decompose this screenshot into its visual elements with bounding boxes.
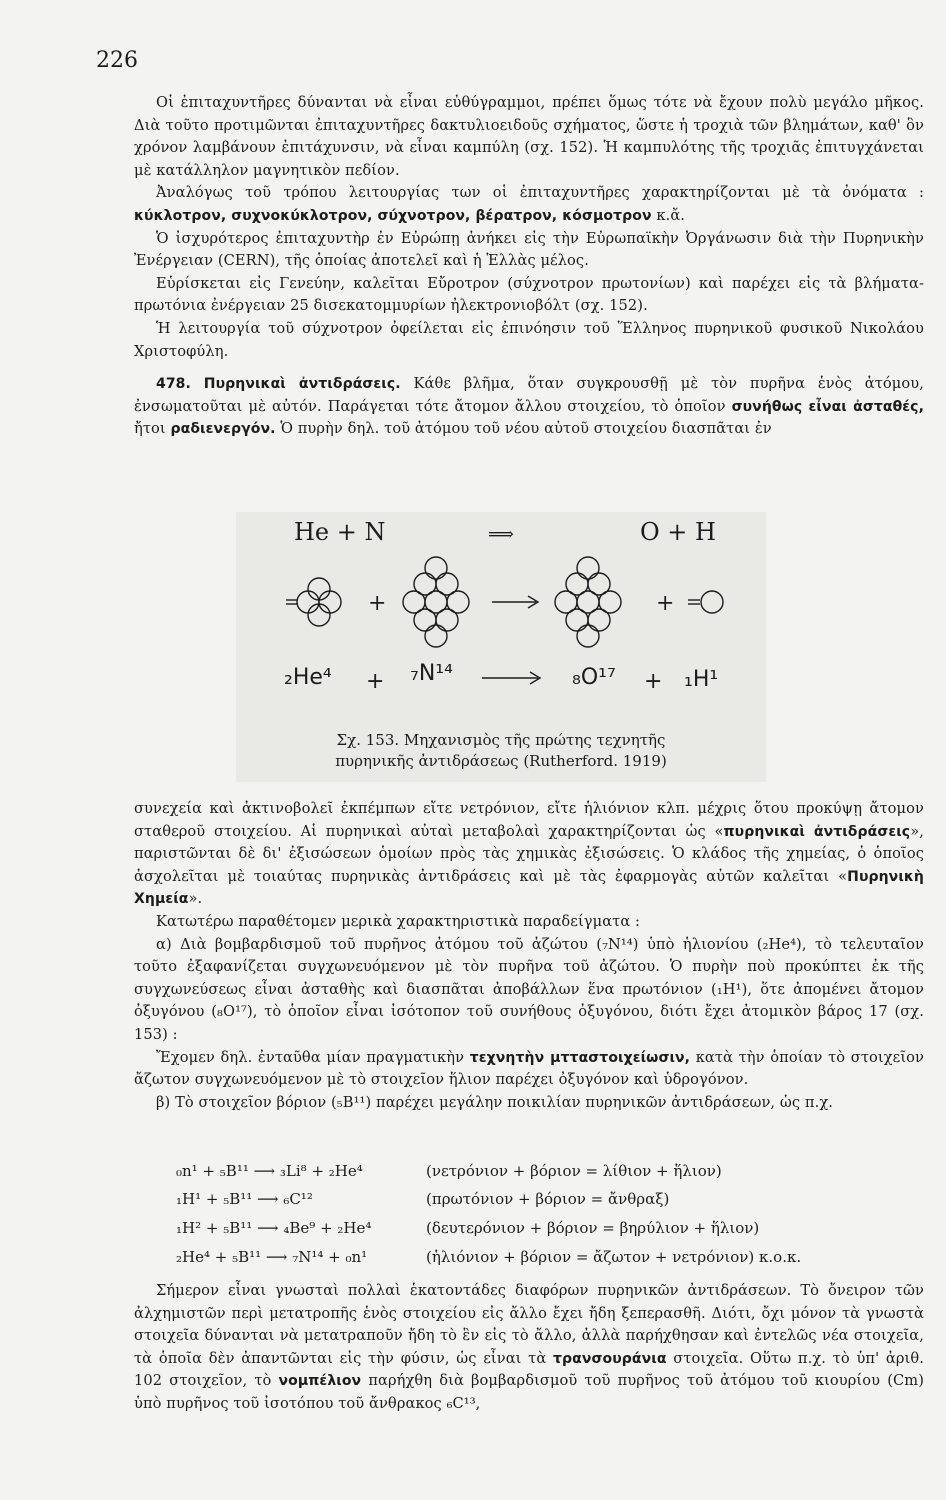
text-block-bottom xyxy=(134,798,924,1114)
names-bold: κύκλοτρον, συχνοκύκλοτρον, σύχνοτρον, βέρατρον, κόσμοτρον xyxy=(134,207,652,224)
example-a: α) Διὰ βομβαρδισμοῦ τοῦ πυρῆνος ἀτόμου τοῦ ἀζώτου (₇N¹⁴) ὑπὸ ἡλιονίου (₂He⁴), τὸ τελευταῖον τοῦτο ἐξαφανίζεται συγχωνευόμενον μὲ τὸν πυρῆνα τοῦ ἀζώτου. Ὁ πυρὴν ποὺ προκύπτει ἐκ τῆς συγχωνεύσεως εἶναι ἀσταθὴς καὶ διασπᾶται ἀποβάλλων ἕνα πρωτόνιον (₁H¹), ὅτε ἀπομένει ἄτομον ὀξυγόνου (₈O¹⁷), τὸ ὁποῖον εἶναι ἰσότοπον τοῦ συνήθους ὀξυγόνου, διότι ἔχει ἀτομικὸν βάρος 17 (σχ. 153) : xyxy=(134,935,924,1043)
transmutation-text-2: κατὰ τὴν ὁποίαν τὸ στοιχεῖον ἄζωτον συγχωνευόμενον μὲ τὸ στοιχεῖον ἥλιον παρέχει ὀξυγόνον καὶ ὑδρογόνον. xyxy=(134,1048,925,1089)
final-text-3: παρήχθη διὰ βομβαρδισμοῦ τοῦ πυρῆνος τοῦ ἀτόμου τοῦ κιουρίου (Cm) ὑπὸ πυρῆνος τοῦ ἰσοτόπου τοῦ ἄνθρακος ₆C¹³, xyxy=(134,1372,925,1412)
equation-rhs: (νετρόνιον + βόριον = λίθιον + ἥλιον) xyxy=(426,1162,722,1180)
caption-line-2: πυρηνικῆς ἀντιδράσεως (Rutherford. 1919) xyxy=(335,752,667,770)
section-text-2: ἤτοι xyxy=(134,420,166,438)
term-transuranic: τρανσουράνια xyxy=(553,1350,667,1367)
section-bold-1: συνήθως εἶναι ἀσταθές, xyxy=(731,398,925,415)
example-b: β) Τὸ στοιχεῖον βόριον (₅B¹¹) παρέχει μεγάλην ποικιλίαν πυρηνικῶν ἀντιδράσεων, ὡς π.χ. xyxy=(156,1093,834,1111)
page-number: 226 xyxy=(96,48,138,73)
nucleus-helium xyxy=(286,578,341,626)
label-helium: ₂He⁴ xyxy=(284,665,332,690)
top-arrow: ⟹ xyxy=(488,524,514,545)
final-text-1: Σήμερον εἶναι γνωσταὶ πολλαὶ ἑκατοντάδες διαφόρων πυρηνικῶν ἀντιδράσεων. Τὸ ὄνειρον τῶν ἀλχημιστῶν περὶ μετατροπῆς ἑνὸς στοιχείου εἰς ἄλλο ἔχει ἤδη ξεπερασθῆ. Διότι, ὄχι μόνον τὰ γνωστὰ στοιχεῖα δύνανται νὰ μετατραποῦν ἤδη τὸ ἓν εἰς τὸ ἄλλο, ἀλλὰ παρήχθησαν καὶ ἐντελῶς νέα στοιχεῖα, τὰ ὁποῖα δὲν ἀπαντῶνται εἰς τὴν φύσιν, ὡς εἶναι τὰ xyxy=(134,1282,924,1367)
section-bold-2: ραδιενεργόν. xyxy=(170,421,276,438)
reaction-arrow-bottom xyxy=(482,672,540,684)
label-hydrogen: ₁H¹ xyxy=(684,667,719,692)
plus-3: + xyxy=(366,669,385,694)
top-reactants: He + N xyxy=(294,518,386,546)
transmutation-text-1: Ἔχομεν δηλ. ἐνταῦθα μίαν πραγματικὴν xyxy=(156,1048,465,1066)
equation-rhs: (πρωτόνιον + βόριον = ἄνθραξ) xyxy=(426,1190,670,1208)
label-oxygen: ₈O¹⁷ xyxy=(572,665,616,690)
section-text-3: Ὁ πυρὴν δηλ. τοῦ ἀτόμου τοῦ νέου αὐτοῦ στοιχείου διασπᾶται ἐν xyxy=(280,420,772,438)
paragraph-continuation xyxy=(134,798,924,911)
plus-1: + xyxy=(368,591,387,616)
top-products: O + H xyxy=(640,518,716,546)
paragraph-accelerators: Οἱ ἐπιταχυντῆρες δύνανται νὰ εἶναι εὐθύγραμμοι, πρέπει ὅμως τότε νὰ ἔχουν πολὺ μεγάλο μῆκος. Διὰ τοῦτο προτιμῶνται ἐπιταχυντῆρες δακτυλιοειδοῦς σχήματος, ὥστε ἡ τροχιὰ τῶν βλημάτων, καθ' ὃν χρόνον λαμβάνουν ἐπιτάχυνσιν, νὰ εἶναι καμπύλη (σχ. 152). Ἡ καμπυλότης τῆς τροχιᾶς ἐπιτυγχάνεται μὲ κατάλληλον μαγνητικὸν πεδίον. xyxy=(134,94,924,179)
paragraph-cern: Ὁ ἰσχυρότερος ἐπιταχυντὴρ ἐν Εὐρώπῃ ἀνήκει εἰς τὴν Εὐρωπαϊκὴν Ὀργάνωσιν διὰ τὴν Πυρηνικὴν Ἐνέργειαν (CERN), τῆς ὁποίας ἀποτελεῖ καὶ ἡ Ἑλλὰς μέλος. xyxy=(134,229,924,270)
equation-rhs: (δευτερόνιον + βόριον = βηρύλιον + ἥλιον) xyxy=(426,1219,760,1237)
paragraph-geneva: Εὑρίσκεται εἰς Γενεύην, καλεῖται Εὔροτρον (σύχνοτρον πρωτονίων) καὶ παρέχει εἰς τὰ βλήματα-πρωτόνια ἐνέργειαν 25 δισεκατομμυρίων ἠλεκτρονιοβόλτ (σχ. 152). xyxy=(134,274,924,315)
paragraph-final xyxy=(134,1280,924,1416)
equation-lhs: ₁H² + ₅B¹¹ ⟶ ₄Be⁹ + ₂He⁴ xyxy=(176,1219,372,1237)
equation-lhs: ₁H¹ + ₅B¹¹ ⟶ ₆C¹² xyxy=(176,1190,313,1208)
equation-rhs: (ἡλιόνιον + βόριον = ἄζωτον + νετρόνιον) κ.ο.κ. xyxy=(426,1248,802,1266)
equation-row xyxy=(176,1244,801,1270)
equation-row xyxy=(176,1215,759,1241)
nucleus-oxygen xyxy=(555,557,621,647)
term-nobelium: νομπέλιον xyxy=(278,1373,362,1390)
section-title: Πυρηνικαὶ ἀντιδράσεις. xyxy=(203,376,401,393)
paragraph-names xyxy=(134,182,924,227)
examples-intro: Κατωτέρω παραθέτομεν μερικὰ χαρακτηριστικὰ παραδείγματα : xyxy=(156,912,641,930)
paragraph-christofilos: Ἡ λειτουργία τοῦ σύχνοτρον ὀφείλεται εἰς ἐπινόησιν τοῦ Ἕλληνος πυρηνικοῦ φυσικοῦ Νικολάου Χριστοφύλη. xyxy=(134,319,924,360)
caption-line-1: Σχ. 153. Μηχανισμὸς τῆς πρώτης τεχνητῆς xyxy=(336,731,666,749)
equation-lhs: ₀n¹ + ₅B¹¹ ⟶ ₃Li⁸ + ₂He⁴ xyxy=(176,1162,363,1180)
section-text-1: Κάθε βλῆμα, ὅταν συγκρουσθῇ μὲ τὸν πυρῆνα ἑνὸς ἀτόμου, ἐνσωματοῦται μὲ αὐτόν. Παράγεται τότε ἄτομον ἄλλου στοιχείου, τὸ ὁποῖον xyxy=(134,375,924,415)
final-text-2: στοιχεῖα. Οὕτω π.χ. τὸ ὑπ' ἀριθ. 102 στοιχεῖον, τὸ xyxy=(134,1349,924,1390)
paragraph-transmutation xyxy=(134,1047,924,1092)
text-block-final xyxy=(134,1280,924,1416)
plus-2: + xyxy=(656,591,675,616)
reaction-arrow-middle xyxy=(492,596,538,608)
label-nitrogen: ₇N¹⁴ xyxy=(410,661,453,686)
names-intro: Ἀναλόγως τοῦ τρόπου λειτουργίας των οἱ ἐπιταχυντῆρες χαρακτηρίζονται μὲ τὰ ὀνόματα : xyxy=(156,184,924,202)
plus-4: + xyxy=(644,669,663,694)
names-end: κ.ἄ. xyxy=(656,206,686,224)
equation-lhs: ₂He⁴ + ₅B¹¹ ⟶ ₇N¹⁴ + ₀n¹ xyxy=(176,1248,368,1266)
figure-153 xyxy=(236,512,766,782)
term-nuclear-reactions: πυρηνικαὶ ἀντιδράσεις xyxy=(723,823,911,840)
section-number: 478. xyxy=(156,376,191,393)
nucleus-hydrogen xyxy=(688,591,723,613)
nucleus-nitrogen xyxy=(403,557,469,647)
equation-row xyxy=(176,1158,722,1184)
text-block-top xyxy=(134,92,924,441)
reaction-diagram xyxy=(236,512,766,732)
figure-caption xyxy=(236,730,766,772)
term-transmutation: τεχνητὴν μτταστοιχείωσιν, xyxy=(469,1049,691,1066)
continuation-text-1: συνεχεία καὶ ἀκτινοβολεῖ ἐκπέμπων εἴτε νετρόνιον, εἴτε ἡλιόνιον κλπ. μέχρις ὅτου προκύψῃ ἄτομον σταθεροῦ στοιχείου. Αἱ πυρηνικαὶ αὐταὶ μεταβολαὶ χαρακτηρίζονται ὡς « xyxy=(134,800,924,840)
continuation-text-3: ». xyxy=(188,890,203,908)
section-478 xyxy=(134,373,924,441)
term-nuclear-chemistry: Πυρηνικὴ Χημεία xyxy=(134,868,924,908)
equation-row xyxy=(176,1186,669,1212)
continuation-text-2: », παριστῶνται δὲ δι' ἐξισώσεων ὁμοίων πρὸς τὰς χημικὰς ἐξισώσεις. Ὁ κλάδος τῆς χημείας, ὁ ὁποῖος ἀσχολεῖται μὲ τοιαύτας πυρηνικὰς ἀντιδράσεις καὶ μὲ τὰς ἐφαρμογὰς αὐτῶν καλεῖται « xyxy=(134,822,924,885)
